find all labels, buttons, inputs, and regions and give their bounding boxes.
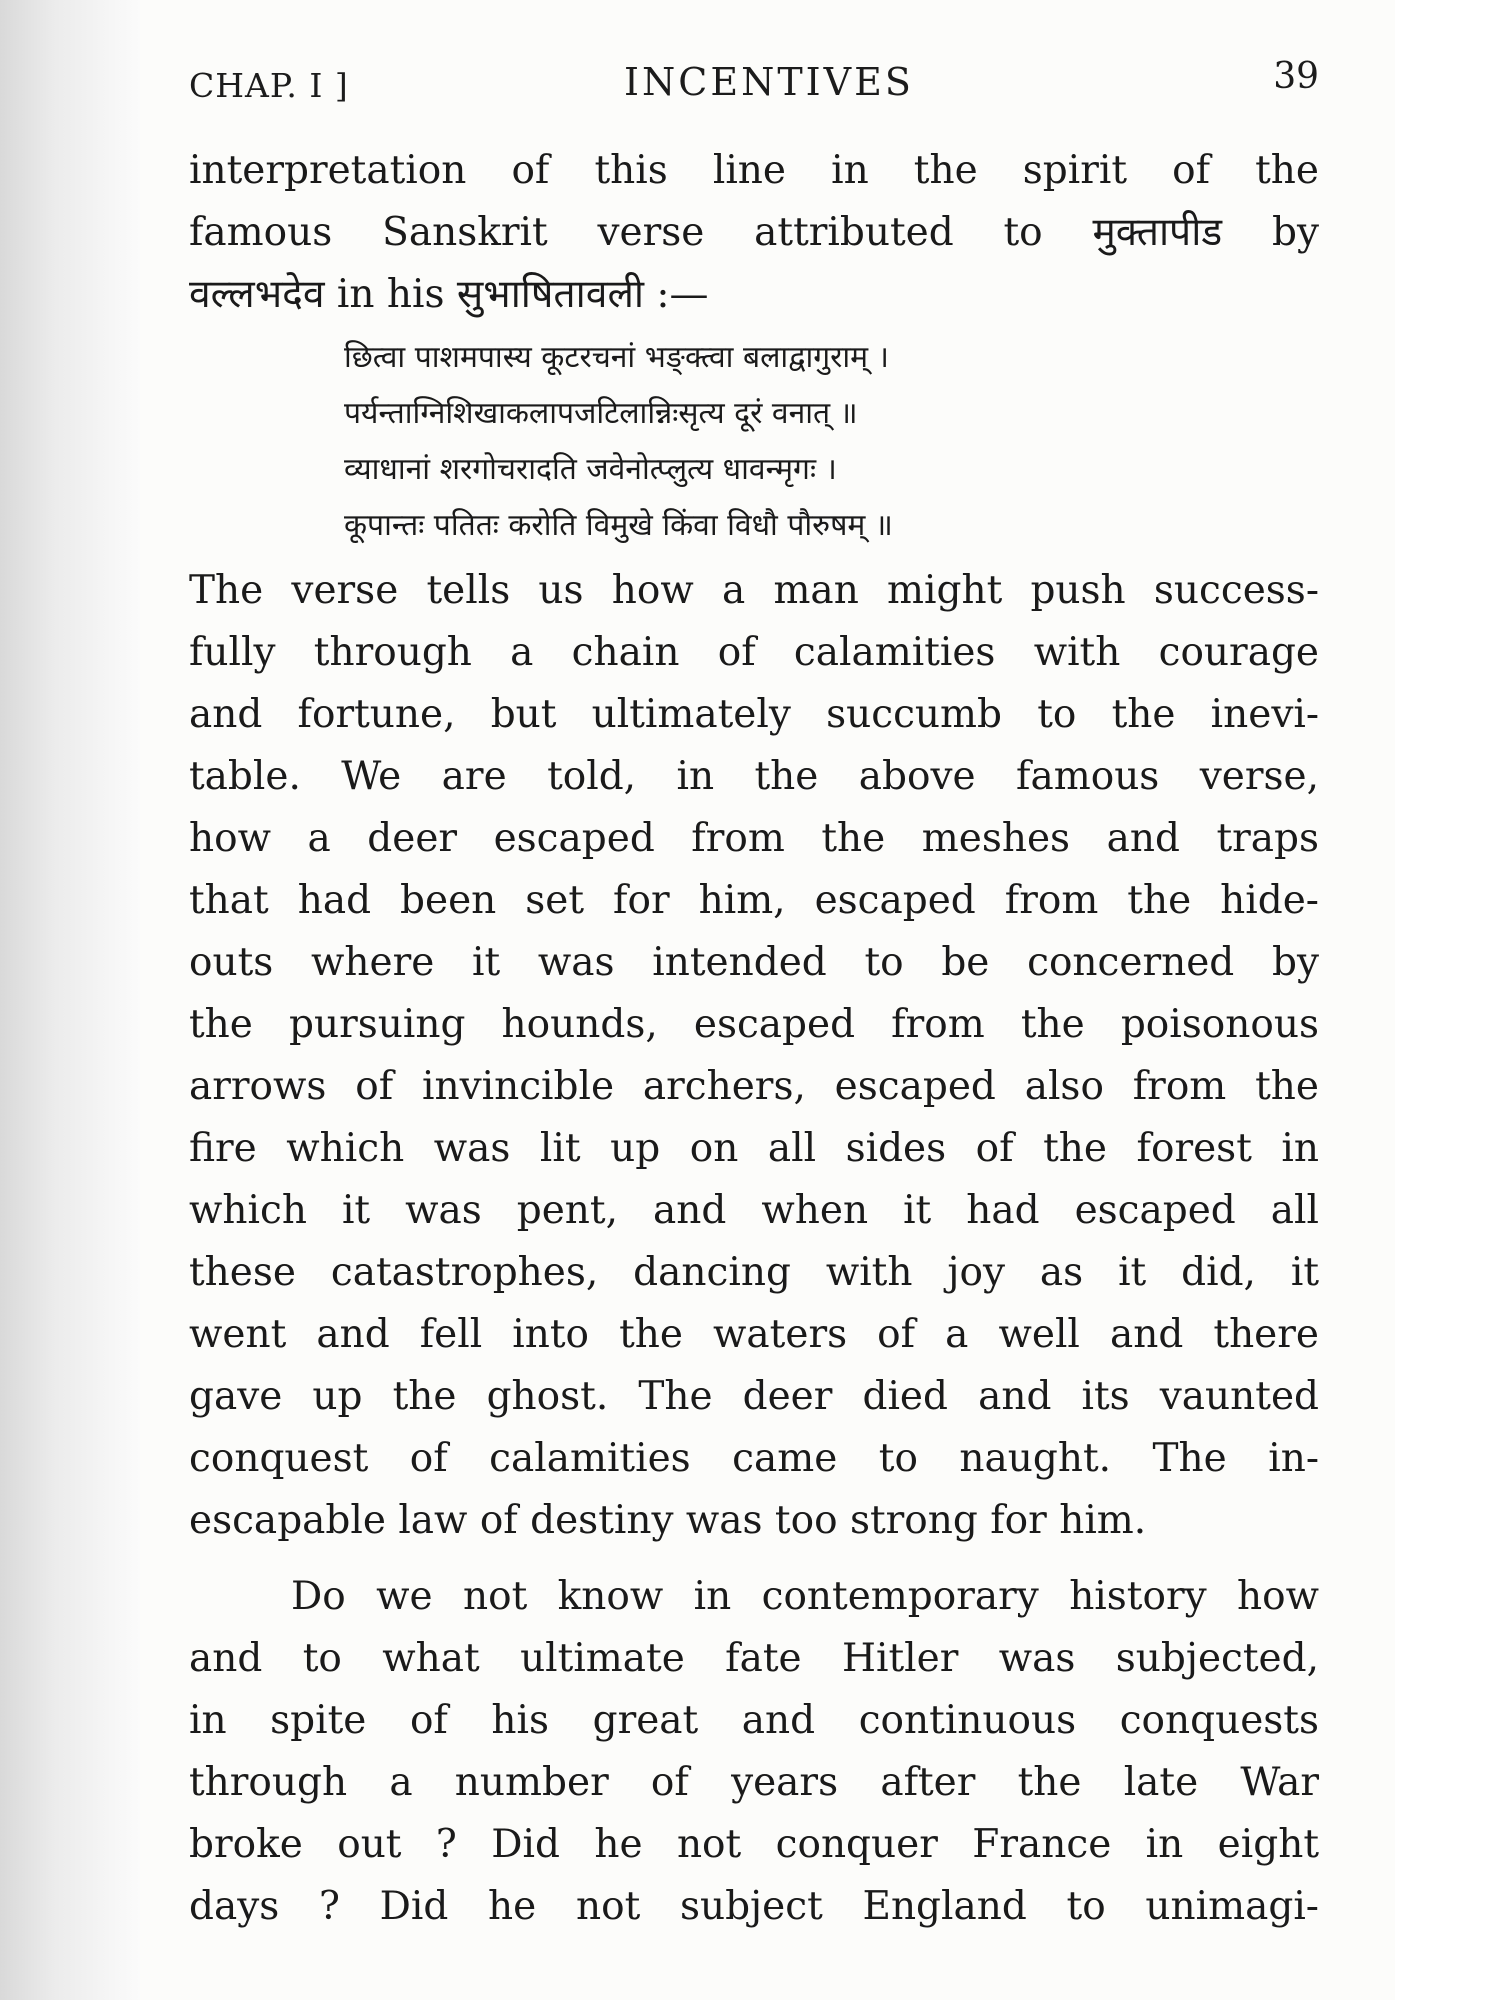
paragraph-gap — [189, 1552, 1319, 1566]
verse-line: व्याधानां शरगोचरादति जवेनोत्प्लुत्य धावन्मृगः । — [344, 452, 837, 487]
text-line: broke out ? Did he not conquer France in eight — [189, 1822, 1319, 1867]
text-line: fully through a chain of calamities with courage — [189, 630, 1319, 675]
text-line: went and fell into the waters of a well and there — [189, 1312, 1319, 1357]
text-line: fire which was lit up on all sides of the forest in — [189, 1126, 1319, 1171]
paragraph-deer — [189, 560, 1319, 1552]
text-line: the pursuing hounds, escaped from the poisonous — [189, 1002, 1319, 1047]
running-head — [189, 56, 1319, 116]
text-line: and fortune, but ultimately succumb to the inevi- — [189, 692, 1319, 737]
text-line: that had been set for him, escaped from the hide- — [189, 878, 1319, 923]
text-line: and to what ultimate fate Hitler was subjected, — [189, 1636, 1319, 1681]
scan-margin-shadow — [0, 0, 140, 2000]
text-line: these catastrophes, dancing with joy as it did, it — [189, 1250, 1319, 1295]
verse-line: पर्यन्ताग्निशिखाकलापजटिलान्निःसृत्य दूरं वनात् ॥ — [344, 396, 858, 431]
body-text — [189, 140, 1319, 1938]
text-line: in spite of his great and continuous conquests — [189, 1698, 1319, 1743]
text-line: escapable law of destiny was too strong for him. — [189, 1498, 1147, 1543]
text-line: gave up the ghost. The deer died and its vaunted — [189, 1374, 1319, 1419]
text-line: arrows of invincible archers, escaped also from the — [189, 1064, 1319, 1109]
chapter-label: CHAP. I ] — [189, 66, 349, 105]
text-line: The verse tells us how a man might push success- — [189, 568, 1319, 613]
verse-line: छित्वा पाशमपास्य कूटरचनां भङ्क्त्वा बलाद्वागुराम् । — [344, 340, 889, 375]
text-line: outs where it was intended to be concerned by — [189, 940, 1319, 985]
page-number: 39 — [1273, 56, 1319, 97]
verse-line: कूपान्तः पतितः करोति विमुखे किंवा विधौ पौरुषम् ॥ — [344, 508, 893, 543]
text-line: interpretation of this line in the spirit of the — [189, 148, 1319, 193]
text-line: which it was pent, and when it had escaped all — [189, 1188, 1319, 1233]
text-line: famous Sanskrit verse attributed to मुक्तापीड by — [189, 210, 1319, 255]
text-line: table. We are told, in the above famous verse, — [189, 754, 1319, 799]
paragraph-hitler — [189, 1566, 1319, 1938]
text-line: conquest of calamities came to naught. The in- — [189, 1436, 1319, 1481]
sanskrit-verse — [189, 330, 1319, 554]
running-title: INCENTIVES — [624, 60, 914, 104]
text-line: how a deer escaped from the meshes and traps — [189, 816, 1319, 861]
text-line: days ? Did he not subject England to unimagi- — [189, 1884, 1319, 1929]
text-line: वल्लभदेव in his सुभाषितावली :— — [189, 272, 709, 317]
text-line: through a number of years after the late War — [189, 1760, 1319, 1805]
text-line: Do we not know in contemporary history how — [291, 1574, 1319, 1619]
